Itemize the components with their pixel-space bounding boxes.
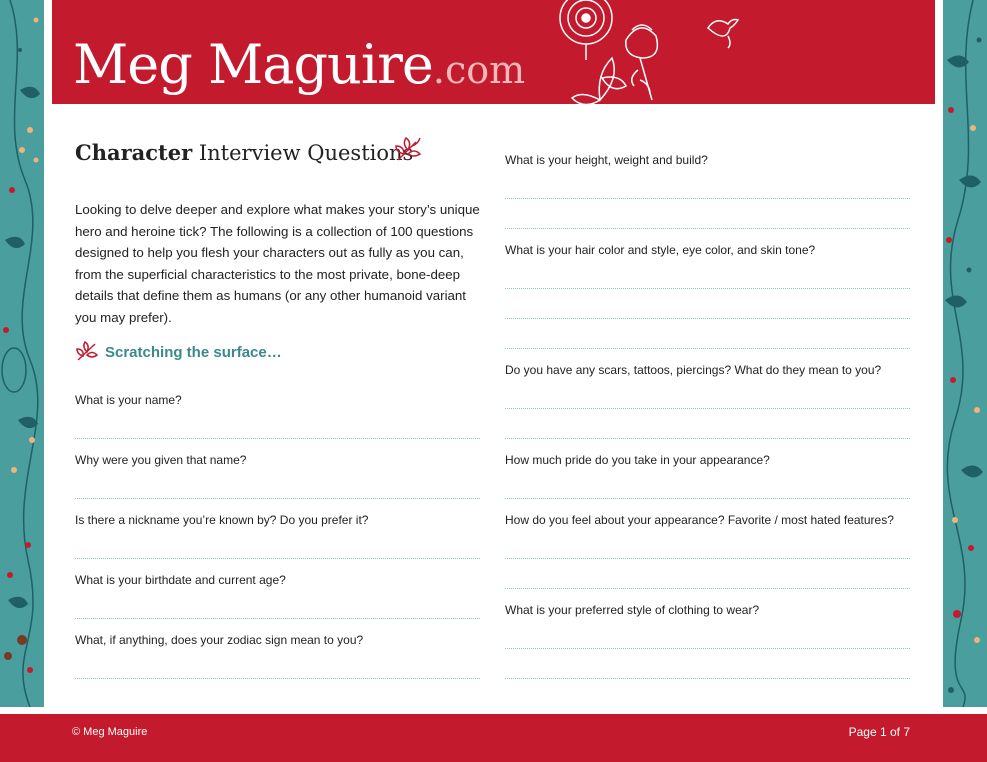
brand-name: Meg Maguire xyxy=(73,33,433,96)
answer-line[interactable] xyxy=(75,618,480,619)
question-label: How do you feel about your appearance? Favorite / most hated features? xyxy=(505,513,894,527)
brand-suffix: .com xyxy=(432,48,526,92)
answer-line[interactable] xyxy=(75,558,480,559)
answer-line[interactable] xyxy=(505,288,910,289)
answer-line[interactable] xyxy=(505,348,910,349)
question-label: What is your height, weight and build? xyxy=(505,153,708,167)
site-brand xyxy=(73,33,526,96)
answer-line[interactable] xyxy=(505,678,910,679)
question-label: What is your birthdate and current age? xyxy=(75,573,286,587)
answer-line[interactable] xyxy=(505,498,910,499)
copyright-text: © Meg Maguire xyxy=(72,726,148,738)
flower-illustration-icon xyxy=(522,0,772,104)
question-label: What is your hair color and style, eye color, and skin tone? xyxy=(505,243,816,257)
question-label: Is there a nickname you’re known by? Do you prefer it? xyxy=(75,513,369,527)
question-label: How much pride do you take in your appearance? xyxy=(505,453,770,467)
left-floral-border xyxy=(0,0,44,707)
answer-line[interactable] xyxy=(505,558,910,559)
question-label: What is your name? xyxy=(75,393,182,407)
floral-pattern-icon xyxy=(0,0,44,707)
question-label: Why were you given that name? xyxy=(75,453,247,467)
answer-line[interactable] xyxy=(505,438,910,439)
question-label: Do you have any scars, tattoos, piercings? What do they mean to you? xyxy=(505,363,882,377)
answer-line[interactable] xyxy=(505,588,910,589)
intro-paragraph: Looking to delve deeper and explore what makes your story’s unique hero and heroine tick? The following is a collection of 100 questions designed to help you flesh your characters out as fully as you can, from the superficial characteristics to the most private, bone-deep details that define them as humans (or any other humanoid variant you may prefer). xyxy=(75,202,480,325)
section-heading: Scratching the surface… xyxy=(105,344,282,361)
answer-line[interactable] xyxy=(75,498,480,499)
answer-line[interactable] xyxy=(505,318,910,319)
site-header xyxy=(52,0,935,104)
title-rest: Interview Questions xyxy=(198,141,414,165)
floral-pattern-icon xyxy=(943,0,987,707)
sprig-icon xyxy=(75,340,99,364)
answer-line[interactable] xyxy=(505,198,910,199)
answer-line[interactable] xyxy=(75,678,480,679)
sprig-icon xyxy=(394,136,422,164)
page-footer xyxy=(0,714,987,762)
answer-line[interactable] xyxy=(505,228,910,229)
answer-line[interactable] xyxy=(505,408,910,409)
page-number: Page 1 of 7 xyxy=(848,725,910,739)
title-bold: Character xyxy=(75,140,193,165)
document-page xyxy=(52,104,935,707)
answer-line[interactable] xyxy=(75,438,480,439)
question-label: What is your preferred style of clothing to wear? xyxy=(505,603,760,617)
question-label: What, if anything, does your zodiac sign mean to you? xyxy=(75,633,364,647)
answer-line[interactable] xyxy=(505,648,910,649)
right-floral-border xyxy=(943,0,987,707)
page-title xyxy=(75,140,413,165)
